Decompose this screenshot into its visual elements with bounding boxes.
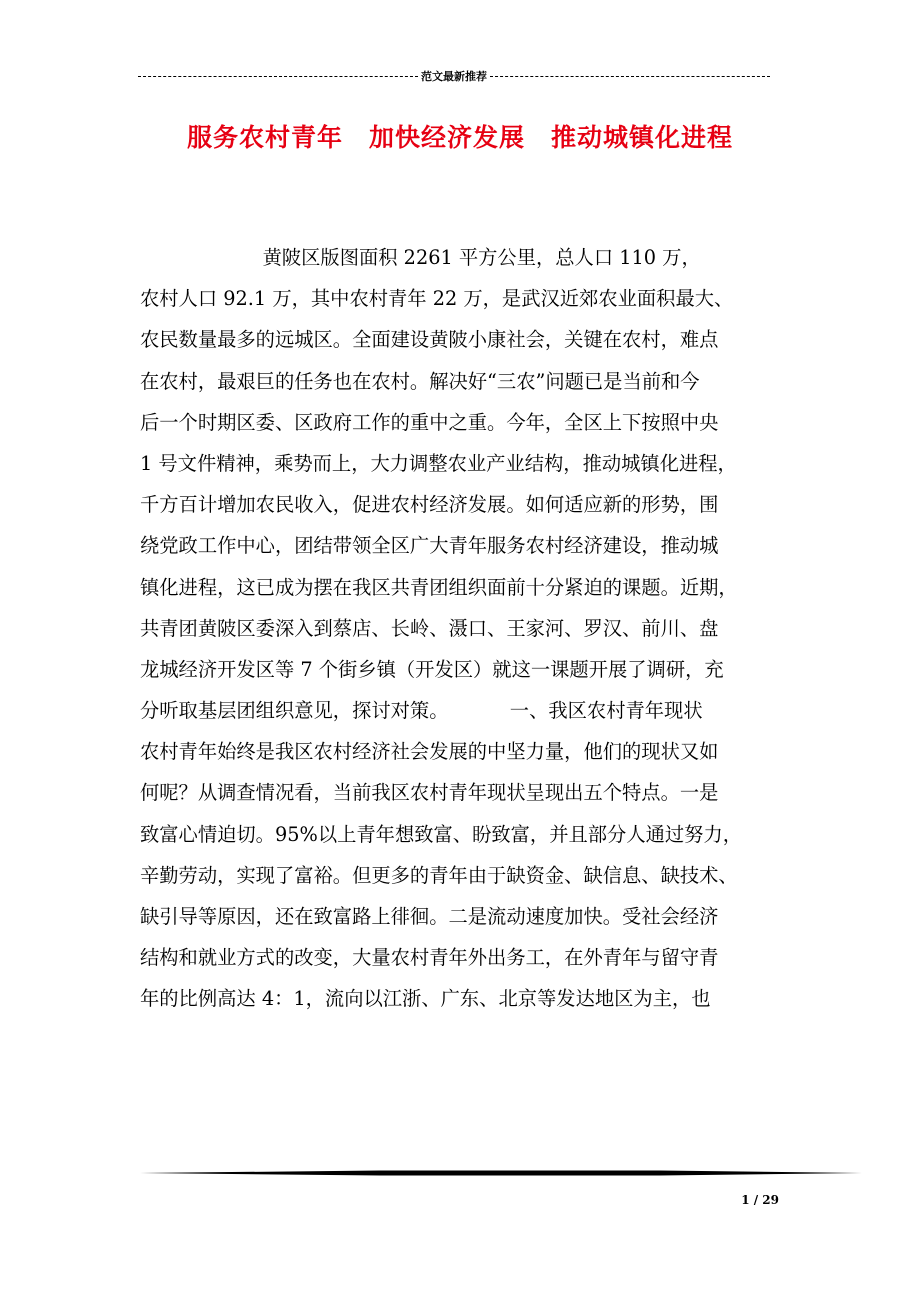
body-line: 年的比例高达 4：1，流向以江浙、广东、北京等发达地区为主，也 xyxy=(140,987,711,1011)
body-line: 黄陂区版图面积 2261 平方公里，总人口 110 万， xyxy=(140,246,701,269)
body-line: 辛勤劳动，实现了富裕。但更多的青年由于缺资金、缺信息、缺技术、 xyxy=(140,863,738,887)
body-line: 农村人口 92.1 万，其中农村青年 22 万，是武汉近郊农业面积最大、 xyxy=(140,287,734,311)
body-line: 何呢？从调查情况看，当前我区农村青年现状呈现出五个特点。一是 xyxy=(140,781,719,805)
document-title: 服务农村青年 加快经济发展 推动城镇化进程 xyxy=(186,123,733,152)
body-line: 龙城经济开发区等 7 个街乡镇（开发区）就这一课题开展了调研，充 xyxy=(140,657,724,681)
body-line: 在农村，最艰巨的任务也在农村。解决好“三农”问题已是当前和今 xyxy=(140,369,700,393)
body-line: 结构和就业方式的改变，大量农村青年外出务工，在外青年与留守青 xyxy=(140,946,719,970)
page-header xyxy=(138,66,770,86)
body-line: 后一个时期区委、区政府工作的重中之重。今年，全区上下按照中央 xyxy=(140,410,719,434)
body-line: 致富心情迫切。95%以上青年想致富、盼致富，并且部分人通过努力， xyxy=(140,822,743,846)
body-line: 缺引导等原因，还在致富路上徘徊。二是流动速度加快。受社会经济 xyxy=(140,905,719,928)
header-dash-right xyxy=(490,76,770,77)
header-label: 范文最新推荐 xyxy=(421,70,487,83)
footer-rule xyxy=(140,1169,862,1177)
body-line: 1 号文件精神，乘势而上，大力调整农业产业结构，推动城镇化进程， xyxy=(140,451,737,475)
body-line: 共青团黄陂区委深入到蔡店、长岭、滠口、王家河、罗汉、前川、盘 xyxy=(140,616,719,640)
page-number: 1 / 29 xyxy=(741,1193,779,1207)
body-line: 镇化进程，这已成为摆在我区共青团组织面前十分紧迫的课题。近期， xyxy=(140,575,738,599)
body-line: 分听取基层团组织意见，探讨对策。 一、我区农村青年现状 xyxy=(140,699,703,723)
body-line: 农村青年始终是我区农村经济社会发展的中坚力量，他们的现状又如 xyxy=(140,740,719,764)
header-dash-left xyxy=(138,76,418,77)
body-line: 农民数量最多的远城区。全面建设黄陂小康社会，关键在农村，难点 xyxy=(140,328,719,352)
body-line: 千方百计增加农民收入，促进农村经济发展。如何适应新的形势，围 xyxy=(140,493,719,517)
body-text xyxy=(140,237,782,1020)
body-line: 绕党政工作中心，团结带领全区广大青年服务农村经济建设，推动城 xyxy=(140,534,719,558)
